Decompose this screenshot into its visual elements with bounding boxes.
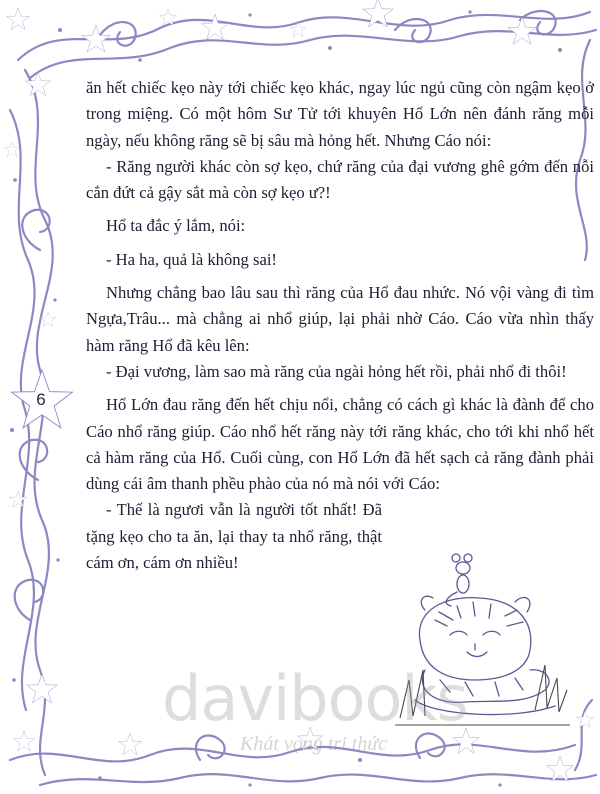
page-number: 6 <box>36 390 46 409</box>
paragraph: Nhưng chẳng bao lâu sau thì răng của Hổ đau nhức. Nó vội vàng đi tìm Ngựa,Trâu... mà chẳng ai nhổ giúp, lại phải nhờ Cáo. Cáo vừa nhìn thấy hàm răng Hổ đã kêu lên: <box>86 283 594 355</box>
watermark-tagline: Khát vọng tri thức <box>240 733 388 755</box>
paragraph: Hổ ta đắc ý lắm, nói: <box>106 216 246 236</box>
paragraph: - Ha ha, quả là không sai! <box>106 249 277 269</box>
watermark-brand: davibooks <box>162 662 468 735</box>
paragraph: - Thế là ngươi vẫn là người tốt nhất! Đã tặng kẹo cho ta ăn, lại thay ta nhổ răng, thật cám ơn, cám ơn nhiều! <box>86 500 382 573</box>
paragraph: ăn hết chiếc kẹo này tới chiếc kẹo khác, ngay lúc ngủ cũng còn ngậm kẹo ở trong miệng. Có một hôm Sư Tử tới khuyên Hổ Lớn nên đánh răng mỗi ngày, nếu không răng sẽ bị sâu mà hỏng hết. Nhưng Cáo nói: <box>86 78 594 150</box>
paragraph: - Răng người khác còn sợ kẹo, chứ răng của đại vương ghê gớm đến nỗi cắn đứt cả gậy sắt mà còn sợ kẹo ư?! <box>86 156 594 203</box>
paragraph: Hổ Lớn đau răng đến hết chịu nổi, chẳng có cách gì khác là đành để cho Cáo nhổ răng giúp. Cáo nhổ hết răng này tới răng khác, cho tới khi nhổ hết cả hàm răng của Hổ. Cuối cùng, con Hổ Lớn đã hết sạch cả răng đành phải dùng cái âm thanh phều phào của nó mà nói với Cáo: <box>86 395 594 494</box>
story-text <box>86 75 594 576</box>
paragraph: - Đại vương, làm sao mà răng của ngài hỏng hết rồi, phải nhổ đi thôi! <box>106 361 567 381</box>
